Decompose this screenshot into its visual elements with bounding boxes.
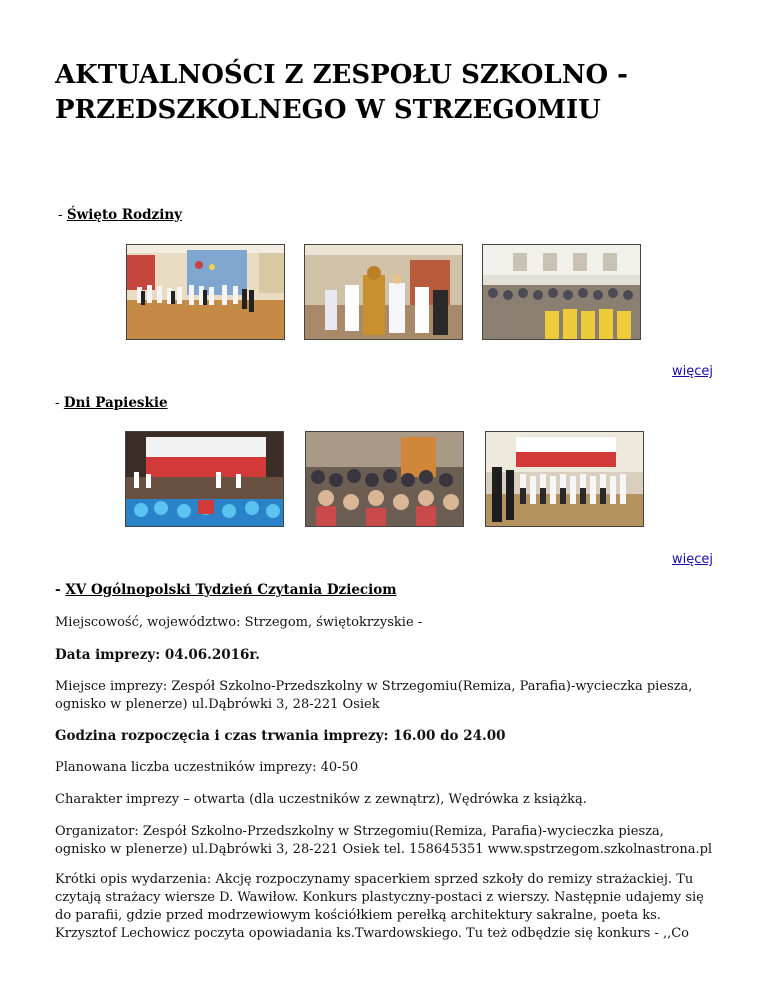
section-link-swieto-rodziny[interactable]: Święto Rodziny bbox=[66, 207, 183, 223]
section-link-tydzien-czytania[interactable]: XV Ogólnopolski Tydzień Czytania Dzieciom bbox=[65, 582, 397, 598]
section-heading-tydzien-czytania bbox=[55, 582, 397, 598]
event-location: Miejscowość, województwo: Strzegom, świętokrzyskie - bbox=[55, 615, 423, 630]
event-character: Charakter imprezy – otwarta (dla uczestników z zewnątrz), Wędrówka z książką. bbox=[55, 792, 587, 807]
event-description: Krótki opis wydarzenia: Akcję rozpoczynamy spacerkiem sprzed szkoły do remizy strażackiej. Tu czytają strażacy wiersze D. Wawiłow. Konkurs plastyczny-postaci z wierszy. Następnie udajemy się do parafii, gdzie przed modrzewiowym kościółkiem perełką architektury sakralne, poeta ks. Krzysztof Lechowicz poczyta opowiadania ks.Twardowskiego. Tu też odbędzie się konkurs - ,,Co bbox=[55, 872, 704, 941]
family-day-costumes-photo[interactable] bbox=[304, 244, 463, 340]
event-date: Data imprezy: 04.06.2016r. bbox=[55, 647, 261, 663]
papal-days-choir-photo[interactable] bbox=[485, 431, 644, 527]
papal-days-stage-photo[interactable] bbox=[125, 431, 284, 527]
more-link-swieto-rodziny[interactable]: więcej bbox=[672, 364, 713, 379]
event-participants: Planowana liczba uczestników imprezy: 40-50 bbox=[55, 760, 359, 775]
family-day-performance-photo[interactable] bbox=[126, 244, 285, 340]
event-organizer: Organizator: Zespół Szkolno-Przedszkolny w Strzegomiu(Remiza, Parafia)-wycieczka piesza, ognisko w plenerze) ul.Dąbrówki 3, 28-221 Osiek tel. 158645351 www.spstrzegom.szkolnastrona.pl bbox=[55, 824, 713, 857]
event-time: Godzina rozpoczęcia i czas trwania imprezy: 16.00 do 24.00 bbox=[55, 728, 506, 744]
section-link-dni-papieskie[interactable]: Dni Papieskie bbox=[63, 395, 168, 411]
section-prefix: - bbox=[55, 582, 66, 598]
section-heading-swieto-rodziny bbox=[58, 207, 182, 223]
more-link-dni-papieskie[interactable]: więcej bbox=[672, 552, 713, 567]
section-heading-dni-papieskie bbox=[55, 395, 168, 411]
page-title: AKTUALNOŚCI Z ZESPOŁU SZKOLNO - PRZEDSZKOLNEGO W STRZEGOMIU bbox=[55, 60, 628, 125]
section-prefix: - bbox=[55, 395, 64, 411]
event-venue: Miejsce imprezy: Zespół Szkolno-Przedszkolny w Strzegomiu(Remiza, Parafia)-wycieczka piesza, ognisko w plenerze) ul.Dąbrówki 3, 28-221 Osiek bbox=[55, 679, 693, 712]
papal-days-audience-photo[interactable] bbox=[305, 431, 464, 527]
family-day-audience-photo[interactable] bbox=[482, 244, 641, 340]
section-prefix: - bbox=[58, 207, 67, 223]
